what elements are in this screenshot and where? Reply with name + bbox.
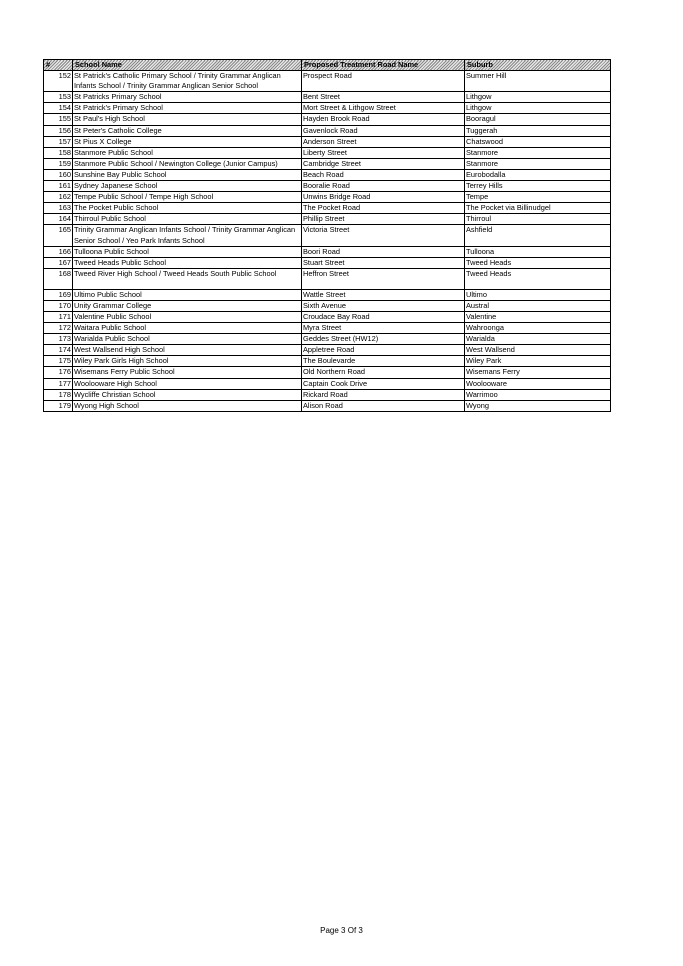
suburb-cell: Austral [465,300,611,311]
page-number: Page 3 Of 3 [320,926,363,935]
row-number-cell: 171 [44,311,73,322]
suburb-cell: The Pocket via Billinudgel [465,203,611,214]
road-name-cell: Unwins Bridge Road [302,192,465,203]
table-body [44,71,611,412]
row-number-cell: 178 [44,389,73,400]
table-row [44,203,611,214]
document-sheet [43,59,610,412]
row-number-cell: 152 [44,71,73,92]
school-name-cell: Stanmore Public School / Newington College (Junior Campus) [73,158,302,169]
table-row [44,289,611,300]
school-name-cell: Woolooware High School [73,378,302,389]
suburb-cell: Lithgow [465,92,611,103]
table-row [44,92,611,103]
school-name-cell: Stanmore Public School [73,147,302,158]
suburb-cell: Tuggerah [465,125,611,136]
school-name-cell: Tweed Heads Public School [73,257,302,268]
suburb-cell: Tulloona [465,246,611,257]
suburb-cell: Summer Hill [465,71,611,92]
table-row [44,192,611,203]
suburb-cell: Warialda [465,334,611,345]
suburb-cell: Woolooware [465,378,611,389]
road-name-cell: Rickard Road [302,389,465,400]
school-name-cell: West Wallsend High School [73,345,302,356]
road-name-cell: Hayden Brook Road [302,114,465,125]
row-number-cell: 168 [44,268,73,289]
school-name-cell: Trinity Grammar Anglican Infants School / Trinity Grammar Anglican Senior School / Yeo Park Infants School [73,225,302,246]
row-number-cell: 156 [44,125,73,136]
table-row [44,378,611,389]
suburb-cell: Eurobodalla [465,169,611,180]
table-row [44,311,611,322]
header-number: # [44,60,73,71]
suburb-cell: Stanmore [465,158,611,169]
road-name-cell: Captain Cook Drive [302,378,465,389]
row-number-cell: 165 [44,225,73,246]
header-school-name: School Name [73,60,302,71]
row-number-cell: 179 [44,400,73,411]
school-name-cell: St Pius X College [73,136,302,147]
suburb-cell: Wiley Park [465,356,611,367]
school-name-cell: Wycliffe Christian School [73,389,302,400]
school-name-cell: Unity Grammar College [73,300,302,311]
school-name-cell: Wisemans Ferry Public School [73,367,302,378]
school-name-cell: Warialda Public School [73,334,302,345]
table-row [44,367,611,378]
road-name-cell: Old Northern Road [302,367,465,378]
road-name-cell: Cambridge Street [302,158,465,169]
suburb-cell: Ashfield [465,225,611,246]
road-name-cell: Mort Street & Lithgow Street [302,103,465,114]
school-name-cell: Tempe Public School / Tempe High School [73,192,302,203]
row-number-cell: 163 [44,203,73,214]
road-name-cell: Gavenlock Road [302,125,465,136]
row-number-cell: 161 [44,181,73,192]
table-row [44,103,611,114]
table-row [44,181,611,192]
table-row [44,147,611,158]
table-row [44,323,611,334]
suburb-cell: Stanmore [465,147,611,158]
school-name-cell: The Pocket Public School [73,203,302,214]
road-name-cell: Heffron Street [302,268,465,289]
row-number-cell: 160 [44,169,73,180]
row-number-cell: 169 [44,289,73,300]
suburb-cell: Thirroul [465,214,611,225]
row-number-cell: 154 [44,103,73,114]
table-row [44,246,611,257]
row-number-cell: 166 [44,246,73,257]
header-road-name: Proposed Treatment Road Name [302,60,465,71]
suburb-cell: Chatswood [465,136,611,147]
school-name-cell: Waitara Public School [73,323,302,334]
row-number-cell: 159 [44,158,73,169]
school-name-cell: Sydney Japanese School [73,181,302,192]
row-number-cell: 177 [44,378,73,389]
suburb-cell: Lithgow [465,103,611,114]
suburb-cell: Terrey Hills [465,181,611,192]
road-name-cell: Bent Street [302,92,465,103]
row-number-cell: 170 [44,300,73,311]
suburb-cell: Wisemans Ferry [465,367,611,378]
suburb-cell: Warrimoo [465,389,611,400]
row-number-cell: 167 [44,257,73,268]
table-row [44,214,611,225]
school-name-cell: Sunshine Bay Public School [73,169,302,180]
row-number-cell: 174 [44,345,73,356]
school-name-cell: St Patrick's Primary School [73,103,302,114]
road-name-cell: Alison Road [302,400,465,411]
road-name-cell: Geddes Street (HW12) [302,334,465,345]
table-row [44,345,611,356]
road-name-cell: Myra Street [302,323,465,334]
table-header-row [44,60,611,71]
table-row [44,169,611,180]
road-name-cell: Appletree Road [302,345,465,356]
suburb-cell: Valentine [465,311,611,322]
row-number-cell: 157 [44,136,73,147]
school-name-cell: Wiley Park Girls High School [73,356,302,367]
school-name-cell: St Patrick's Catholic Primary School / Trinity Grammar Anglican Infants School / Trinity Grammar Anglican Senior School [73,71,302,92]
road-name-cell: Phillip Street [302,214,465,225]
road-name-cell: Prospect Road [302,71,465,92]
school-name-cell: St Peter's Catholic College [73,125,302,136]
suburb-cell: West Wallsend [465,345,611,356]
header-suburb: Suburb [465,60,611,71]
road-name-cell: Liberty Street [302,147,465,158]
row-number-cell: 155 [44,114,73,125]
table-row [44,71,611,92]
suburb-cell: Tweed Heads [465,257,611,268]
table-row [44,125,611,136]
road-name-cell: Beach Road [302,169,465,180]
table-row [44,334,611,345]
road-name-cell: Booralie Road [302,181,465,192]
school-name-cell: St Paul's High School [73,114,302,125]
table-row [44,268,611,289]
row-number-cell: 153 [44,92,73,103]
table-row [44,389,611,400]
road-name-cell: Sixth Avenue [302,300,465,311]
row-number-cell: 162 [44,192,73,203]
table-row [44,300,611,311]
table-row [44,225,611,246]
school-name-cell: Thirroul Public School [73,214,302,225]
row-number-cell: 172 [44,323,73,334]
road-name-cell: The Pocket Road [302,203,465,214]
table-row [44,257,611,268]
road-name-cell: Anderson Street [302,136,465,147]
school-name-cell: Ultimo Public School [73,289,302,300]
suburb-cell: Booragul [465,114,611,125]
road-name-cell: The Boulevarde [302,356,465,367]
row-number-cell: 175 [44,356,73,367]
suburb-cell: Tweed Heads [465,268,611,289]
road-name-cell: Croudace Bay Road [302,311,465,322]
road-name-cell: Boori Road [302,246,465,257]
school-name-cell: Wyong High School [73,400,302,411]
suburb-cell: Wahroonga [465,323,611,334]
table-row [44,136,611,147]
row-number-cell: 164 [44,214,73,225]
school-name-cell: St Patricks Primary School [73,92,302,103]
school-name-cell: Tulloona Public School [73,246,302,257]
suburb-cell: Ultimo [465,289,611,300]
table-row [44,114,611,125]
school-road-table [43,59,611,412]
suburb-cell: Tempe [465,192,611,203]
table-row [44,356,611,367]
table-row [44,158,611,169]
row-number-cell: 176 [44,367,73,378]
row-number-cell: 173 [44,334,73,345]
row-number-cell: 158 [44,147,73,158]
school-name-cell: Tweed River High School / Tweed Heads South Public School [73,268,302,289]
school-name-cell: Valentine Public School [73,311,302,322]
table-row [44,400,611,411]
road-name-cell: Wattle Street [302,289,465,300]
suburb-cell: Wyong [465,400,611,411]
road-name-cell: Victoria Street [302,225,465,246]
road-name-cell: Stuart Street [302,257,465,268]
